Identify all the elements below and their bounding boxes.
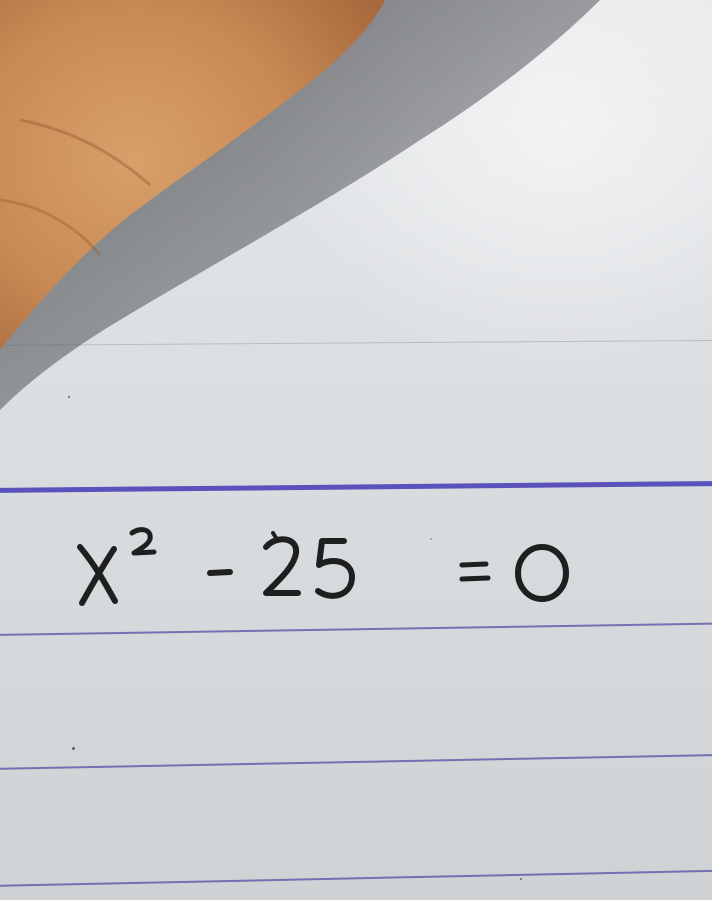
digit-0	[518, 547, 566, 599]
paper-speck	[520, 878, 522, 880]
handwritten-equation	[70, 525, 590, 615]
equation-strokes	[70, 525, 590, 615]
paper-speck	[68, 396, 70, 398]
paper-speck	[430, 538, 432, 540]
variable-x	[70, 525, 115, 603]
paper-speck	[72, 747, 75, 750]
digit-5	[318, 541, 352, 596]
digit-2	[266, 533, 298, 593]
